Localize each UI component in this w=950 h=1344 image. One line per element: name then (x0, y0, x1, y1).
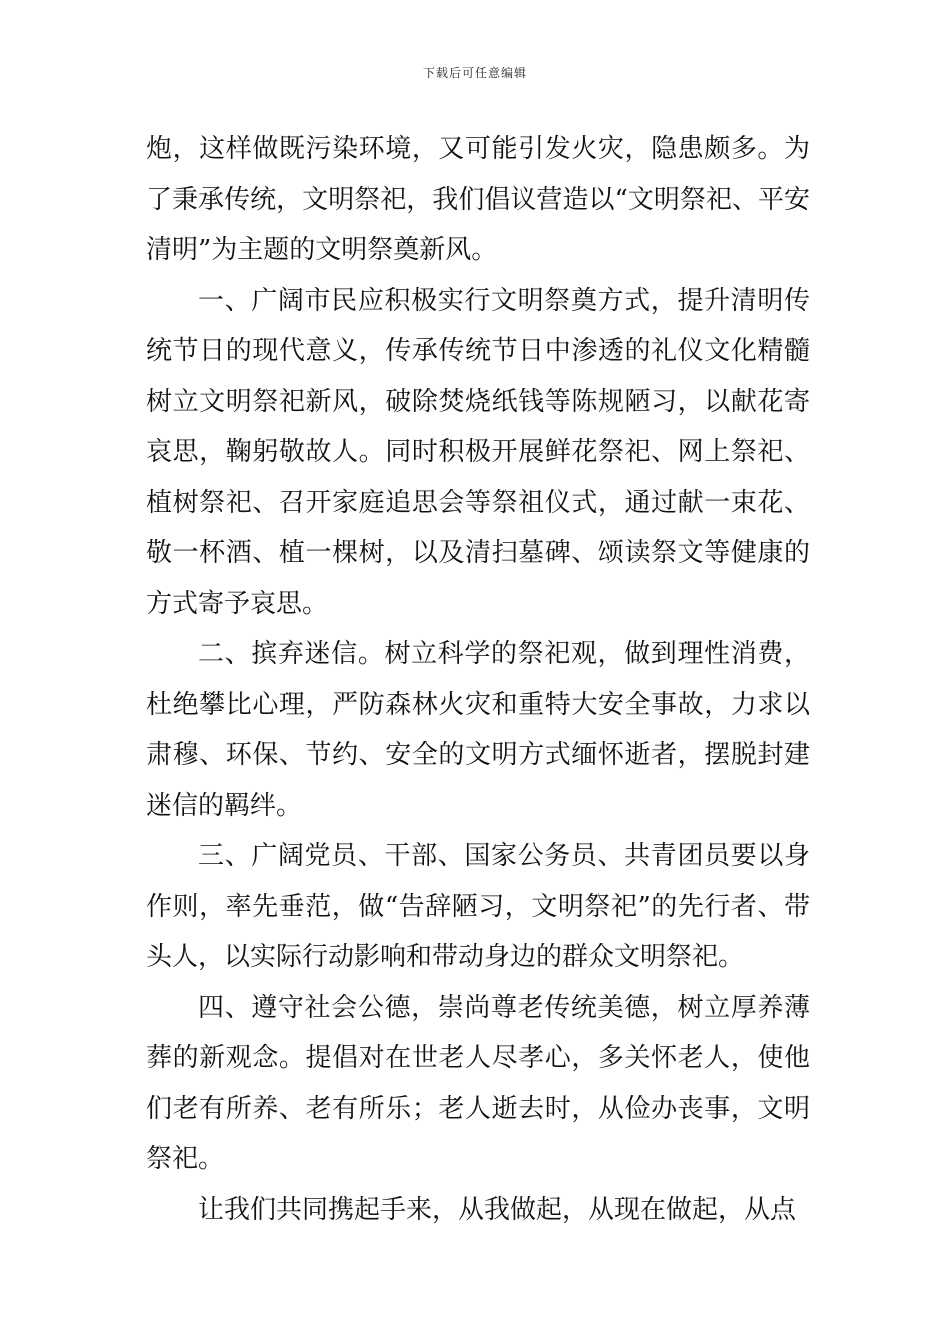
paragraph-item-3: 三、广阔党员、干部、国家公务员、共青团员要以身作则，率先垂范，做“告辞陋习，文明祭祀”的先行者、带头人，以实际行动影响和带动身边的群众文明祭祀。 (146, 841, 810, 972)
paragraph-closing: 让我们共同携起手来，从我做起，从现在做起，从点 (198, 1194, 797, 1225)
paragraph-item-4: 四、遵守社会公德，崇尚尊老传统美德，树立厚养薄葬的新观念。提倡对在世老人尽孝心，多关怀老人，使他们老有所养、老有所乐；老人逝去时，从俭办丧事，文明祭祀。 (146, 992, 810, 1174)
paragraph-intro: 炮，这样做既污染环境，又可能引发火灾，隐患颇多。为了秉承传统，文明祭祀，我们倡议营造以“文明祭祀、平安清明”为主题的文明祭奠新风。 (146, 134, 810, 265)
page-header: 下载后可任意编辑 (422, 66, 527, 80)
document-body (146, 124, 810, 1235)
paragraph-item-2: 二、摈弃迷信。树立科学的祭祀观，做到理性消费，杜绝攀比心理，严防森林火灾和重特大安全事故，力求以肃穆、环保、节约、安全的文明方式缅怀逝者，摆脱封建迷信的羁绊。 (146, 639, 810, 821)
paragraph-item-1: 一、广阔市民应积极实行文明祭奠方式，提升清明传统节日的现代意义，传承传统节日中渗透的礼仪文化精髓树立文明祭祀新风，破除焚烧纸钱等陈规陋习，以献花寄哀思，鞠躬敬故人。同时积极开展鲜花祭祀、网上祭祀、植树祭祀、召开家庭追思会等祭祖仪式，通过献一束花、敬一杯酒、植一棵树，以及清扫墓碑、颂读祭文等健康的方式寄予哀思。 (146, 285, 810, 619)
